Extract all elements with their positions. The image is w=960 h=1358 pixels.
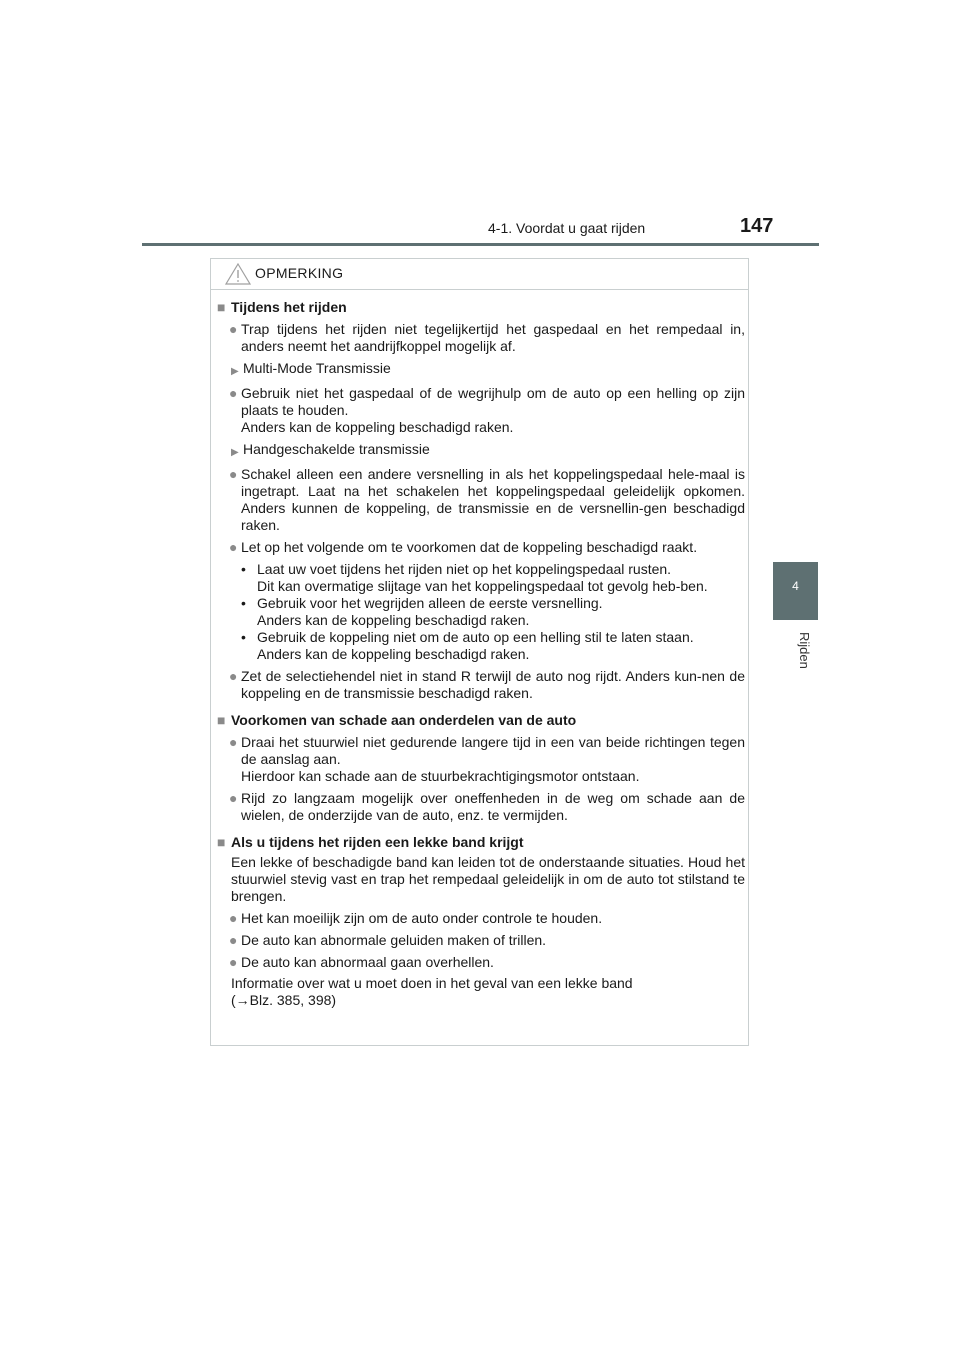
list-item: ● Let op het volgende om te voorkomen dat de koppeling beschadigd raakt. [229,539,698,555]
triangle-right-icon: ▶ [231,366,239,377]
triangle-right-icon: ▶ [231,447,239,458]
circle-bullet-icon: ● [229,668,238,684]
list-item: ● Draai het stuurwiel niet gedurende langere tijd in een van beide richtingen tegen de aanslag aan. Hierdoor kan schade aan de stuurbekrachtigingsmotor ontstaan. [229,734,745,784]
header-divider [142,243,819,246]
square-bullet-icon: ■ [217,712,226,728]
circle-bullet-icon: ● [229,321,238,337]
list-item: ● De auto kan abnormaal gaan overhellen. [229,954,494,970]
paragraph: Een lekke of beschadigde band kan leiden tot de onderstaande situaties. Houd het stuurwiel stevig vast en trap het rempedaal geleidelijk in om de auto tot stilstand te brengen. [231,854,745,904]
circle-bullet-icon: ● [229,539,238,555]
circle-bullet-icon: ● [229,790,238,806]
circle-bullet-icon: ● [229,910,238,926]
list-item: ● Gebruik niet het gaspedaal of de wegrijhulp om de auto op een helling op zijn plaats te houden. Anders kan de koppeling beschadigd raken. [229,385,745,435]
notice-title: OPMERKING [255,265,344,281]
section-heading: ■ Tijdens het rijden [217,299,347,315]
circle-bullet-icon: ● [229,385,238,401]
page-reference[interactable]: (→Blz. 385, 398) [231,992,337,1008]
list-item: ● Rijd zo langzaam mogelijk over oneffenheden in de weg om schade aan de wielen, de onderzijde van de auto, enz. te vermijden. [229,790,745,823]
notice-header [211,259,748,290]
paragraph: Informatie over wat u moet doen in het geval van een lekke band (→Blz. 385, 398) [231,975,633,1008]
page-number: 147 [740,215,774,237]
circle-bullet-icon: ● [229,932,238,948]
notice-box [210,258,749,1046]
section-title: 4-1. Voordat u gaat rijden [488,220,646,236]
list-item: ● Het kan moeilijk zijn om de auto onder controle te houden. [229,910,603,926]
chapter-tab[interactable]: 4 [773,562,818,620]
list-item: ● Schakel alleen een andere versnelling in als het koppelingspedaal hele-maal is ingetrapt. Laat na het schakelen het koppelingspedaal geleidelijk opkomen. Anders kunnen de koppeling, de transmissie en de versnellin-gen beschadigd raken. [229,466,745,533]
list-item: ● Trap tijdens het rijden niet tegelijkertijd het gaspedaal en het rempedaal in, anders neemt het aandrijfkoppel mogelijk af. [229,321,745,354]
chapter-label: Rijden [797,632,812,669]
notice-content [217,299,745,1009]
list-item: ▶ Handgeschakelde transmissie [231,441,745,461]
section-heading: ■ Voorkomen van schade aan onderdelen van de auto [217,712,577,728]
circle-bullet-icon: ● [229,954,238,970]
square-bullet-icon: ■ [217,834,226,850]
sub-list-item: • Gebruik de koppeling niet om de auto op een helling stil te laten staan. Anders kan de koppeling beschadigd raken. [241,629,694,662]
section-heading: ■ Als u tijdens het rijden een lekke band krijgt [217,834,524,850]
list-item: ● Zet de selectiehendel niet in stand R terwijl de auto nog rijdt. Anders kun-nen de koppeling en de transmissie beschadigd raken. [229,668,745,701]
circle-bullet-icon: ● [229,734,238,750]
list-item: ▶ Multi-Mode Transmissie [231,360,745,380]
sub-list-item: • Gebruik voor het wegrijden alleen de eerste versnelling. Anders kan de koppeling beschadigd raken. [241,595,603,628]
square-bullet-icon: ■ [217,299,226,315]
sub-list-item: • Laat uw voet tijdens het rijden niet op het koppelingspedaal rusten. Dit kan overmatige slijtage van het koppelingspedaal tot gevolg heb-ben. [241,561,708,594]
warning-triangle-icon [225,263,251,285]
list-item: ● De auto kan abnormale geluiden maken of trillen. [229,932,547,948]
circle-bullet-icon: ● [229,466,238,482]
